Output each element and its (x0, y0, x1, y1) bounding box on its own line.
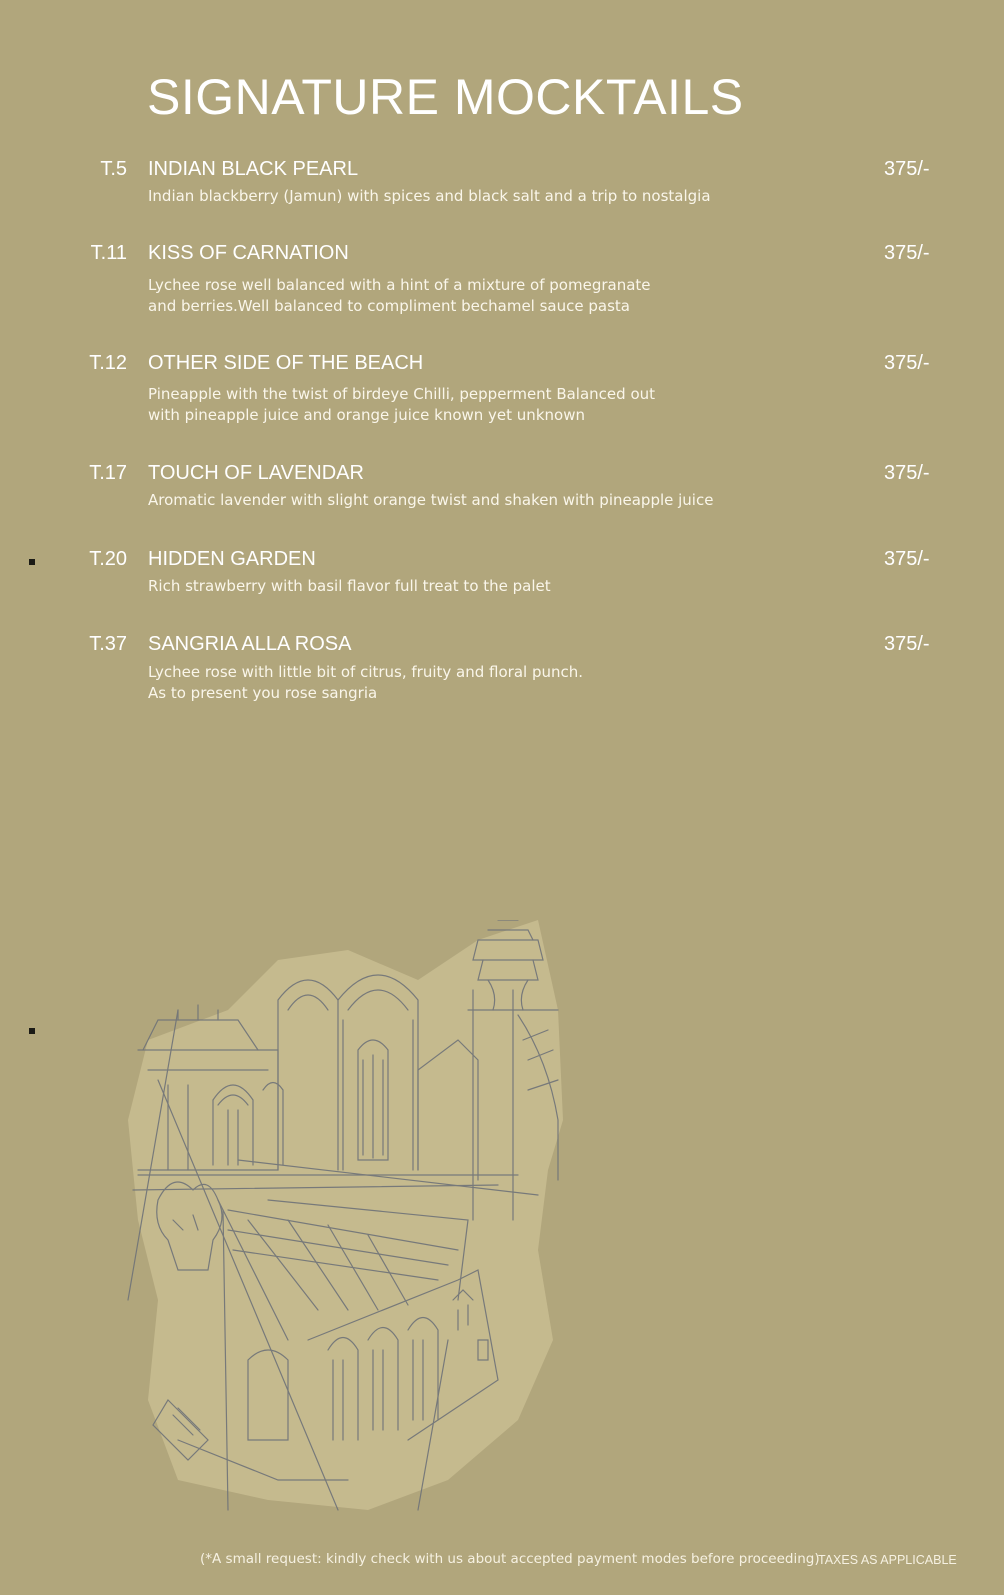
item-code: T.12 (89, 352, 127, 374)
item-name: SANGRIA ALLA ROSA (148, 633, 352, 655)
item-price: 375/- (884, 462, 930, 484)
item-name: INDIAN BLACK PEARL (148, 158, 359, 180)
item-price: 375/- (884, 158, 930, 180)
item-code: T.37 (89, 633, 127, 655)
item-price: 375/- (884, 548, 930, 570)
item-name: KISS OF CARNATION (148, 242, 349, 264)
item-description: Rich strawberry with basil flavor full treat to the palet (148, 577, 551, 595)
page-title: SIGNATURE MOCKTAILS (147, 69, 744, 125)
architectural-sketch (118, 920, 588, 1530)
item-name: OTHER SIDE OF THE BEACH (148, 352, 424, 374)
item-code: T.5 (100, 158, 127, 180)
item-price: 375/- (884, 633, 930, 655)
item-name: HIDDEN GARDEN (148, 548, 316, 570)
item-price: 375/- (884, 242, 930, 264)
item-price: 375/- (884, 352, 930, 374)
item-description: Indian blackberry (Jamun) with spices and black salt and a trip to nostalgia (148, 187, 711, 205)
item-description: Aromatic lavender with slight orange twist and shaken with pineapple juice (148, 491, 714, 509)
bullet-mark (29, 559, 35, 565)
menu-item-list (0, 0, 1004, 720)
payment-note: (*A small request: kindly check with us about accepted payment modes before proceeding) (200, 1551, 820, 1567)
bullet-mark (29, 1028, 35, 1034)
item-description: Lychee rose well balanced with a hint of a mixture of pomegranate and berries.Well balanced to compliment bechamel sauce pasta (148, 276, 651, 315)
item-description: Pineapple with the twist of birdeye Chilli, pepperment Balanced out with pineapple juice and orange juice known yet unknown (148, 385, 656, 424)
item-code: T.20 (89, 548, 127, 570)
item-description: Lychee rose with little bit of citrus, fruity and floral punch. As to present you rose sangria (148, 663, 584, 702)
item-name: TOUCH OF LAVENDAR (148, 462, 364, 484)
taxes-note: TAXES AS APPLICABLE (818, 1553, 957, 1567)
item-code: T.17 (89, 462, 127, 484)
item-code: T.11 (90, 242, 127, 264)
